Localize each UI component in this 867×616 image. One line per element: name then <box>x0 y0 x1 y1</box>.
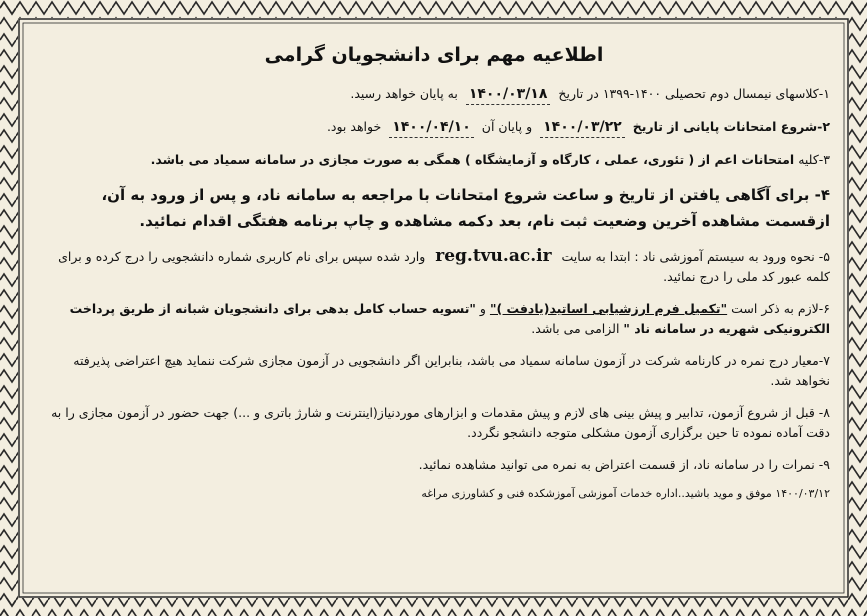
item-5-text-a: ۵- نحوه ورود به سیستم آموزشی ناد : ابتدا به سایت <box>561 249 830 264</box>
item-2-date-start: ۱۴۰۰/۰۳/۲۲ <box>540 117 625 138</box>
item-6-text-e: الزامی می باشد. <box>531 321 620 336</box>
item-6 <box>38 299 830 339</box>
item-2-text-b: و پایان آن <box>481 119 533 134</box>
item-5 <box>38 246 830 287</box>
item-3 <box>38 150 830 170</box>
item-1-text-a: ۱-کلاسهای نیمسال دوم تحصیلی ۱۴۰۰-۱۳۹۹ در تاریخ <box>558 86 830 101</box>
item-2-text-c: خواهد بود. <box>326 119 382 134</box>
item-9: ۹- نمرات را در سامانه ناد، از قسمت اعتراض به نمره می توانید مشاهده نمائید. <box>418 457 830 472</box>
site-address: reg.tvu.ac.ir <box>435 246 552 266</box>
item-6-tuition-settlement: "تسویه حساب کامل بدهی برای دانشجویان شبانه از طریق پرداخت الکترونیکی شهریه در سامانه ناد " <box>69 301 830 336</box>
item-3-text-b: امتحانات اعم از ( تئوری، عملی ، کارگاه و آزمایشگاه ) همگی به صورت مجازی در سامانه سمیاد می باشد. <box>150 152 795 167</box>
item-8: ۸- قبل از شروع آزمون، تدابیر و پیش بینی های لازم و پیش مقدمات و ابزارهای موردنیاز(اینترنت و شارژ باتری و ...) جهت حضور در آزمون مجازی را به دقت آماده نموده تا حین برگزاری آزمون مشکلی متوجه دانشجو نگردد. <box>51 405 830 440</box>
item-1 <box>38 84 830 105</box>
item-1-text-b: به پایان خواهد رسید. <box>350 86 458 101</box>
item-7: ۷-معیار درج نمره در کارنامه شرکت در آزمون سامانه سمیاد می باشد، بنابراین اگر دانشجویی در آزمون مجازی شرکت ننماید هیچ اعتراضی پذیرفته نخواهد شد. <box>73 353 830 388</box>
item-2-text-a: ۲-شروع امتحانات پایانی از تاریخ <box>632 119 830 134</box>
notice-content <box>38 44 830 584</box>
notice-footer: ۱۴۰۰/۰۳/۱۲ موفق و موید باشید..اداره خدمات آموزشی آموزشکده فنی و کشاورزی مراغه <box>421 487 830 500</box>
item-2-date-end: ۱۴۰۰/۰۴/۱۰ <box>389 117 474 138</box>
notice-title: اطلاعیه مهم برای دانشجویان گرامی <box>264 44 604 66</box>
item-1-date: ۱۴۰۰/۰۳/۱۸ <box>466 84 551 105</box>
item-5-text-b: وارد شده سپس برای نام کاربری شماره دانشجویی را درج کرده و برای کلمه عبور کد ملی را درج نمائید. <box>58 249 830 284</box>
item-4: ۴- برای آگاهی یافتن از تاریخ و ساعت شروع امتحانات با مراجعه به سامانه ناد، و پس از ورود به آن، ازقسمت مشاهده آخرین وضعیت ثبت نام، بعد دکمه مشاهده و چاپ برنامه هفتگی اقدام نمائید. <box>101 186 830 230</box>
item-6-text-a: ۶-لازم به ذکر است <box>731 301 830 316</box>
item-6-evaluation-form: "تکمیل فرم ارزشیابی اساتید(یادفت )" <box>489 301 728 316</box>
item-3-text-a: ۳-کلیه <box>798 152 830 167</box>
item-2 <box>38 117 830 138</box>
item-6-text-c: و <box>479 301 486 316</box>
